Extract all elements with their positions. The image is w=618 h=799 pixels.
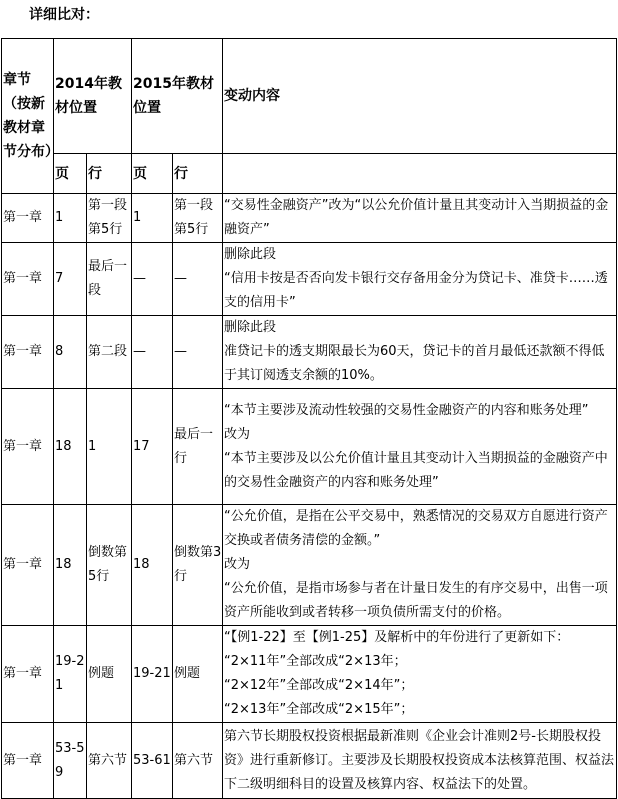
cell-page-2014: 19-21 bbox=[54, 626, 87, 723]
change-text: “2×13年”全部改成“2×15年”； bbox=[224, 702, 414, 717]
table-row bbox=[2, 505, 617, 626]
cell-line-2015: 第一段第5行 bbox=[173, 194, 223, 243]
cell-page-2014: 18 bbox=[54, 389, 87, 505]
page-heading: 详细比对： bbox=[29, 7, 99, 23]
cell-chapter: 第一章 bbox=[2, 505, 54, 626]
change-text: 改为 bbox=[224, 426, 251, 442]
cell-line-2015: 最后一行 bbox=[173, 389, 223, 505]
cell-chapter: 第一章 bbox=[2, 723, 54, 799]
cell-line-2014: 例题 bbox=[87, 626, 132, 723]
header-2015-page: 页 bbox=[132, 154, 173, 194]
change-text: “本节主要涉及流动性较强的交易性金融资产的内容和账务处理” bbox=[224, 402, 589, 418]
cell-change bbox=[223, 316, 617, 389]
change-text: 删除此段 bbox=[224, 320, 277, 335]
table-row bbox=[2, 316, 617, 389]
comparison-table bbox=[1, 38, 617, 799]
table-row bbox=[2, 626, 617, 723]
header-2014-position: 2014年教材位置 bbox=[54, 39, 132, 154]
change-text: 准贷记卡的透支期限最长为60天，贷记卡的首月最低还款额不得低于其订阅透支余额的10%。 bbox=[224, 344, 605, 383]
cell-page-2014: 7 bbox=[54, 243, 87, 316]
table-row bbox=[2, 723, 617, 799]
cell-page-2014: 8 bbox=[54, 316, 87, 389]
header-blank bbox=[223, 154, 617, 194]
cell-line-2015: — bbox=[173, 243, 223, 316]
cell-line-2015: 倒数第3行 bbox=[173, 505, 223, 626]
change-text: “本节主要涉及以公允价值计量且其变动计入当期损益的金融资产中的交易性金融资产的内容和账务处理” bbox=[224, 450, 608, 490]
header-2015-line: 行 bbox=[173, 154, 223, 194]
cell-line-2014: 第六节 bbox=[87, 723, 132, 799]
header-change-content: 变动内容 bbox=[223, 39, 617, 154]
cell-page-2015: 19-21 bbox=[132, 626, 173, 723]
cell-line-2014: 第二段 bbox=[87, 316, 132, 389]
cell-line-2014: 第一段第5行 bbox=[87, 194, 132, 243]
cell-chapter: 第一章 bbox=[2, 194, 54, 243]
cell-page-2014: 18 bbox=[54, 505, 87, 626]
change-text: “公允价值，是指市场参与者在计量日发生的有序交易中，出售一项资产所能收到或者转移一项负债所需支付的价格。 bbox=[224, 581, 608, 620]
change-text: “公允价值，是指在公平交易中，熟悉情况的交易双方自愿进行资产交换或者债务清偿的金额。” bbox=[224, 509, 608, 548]
cell-page-2015: 1 bbox=[132, 194, 173, 243]
cell-line-2014: 1 bbox=[87, 389, 132, 505]
change-text: “【例1-22】至【例1-25】及解析中的年份进行了更新如下： bbox=[224, 630, 570, 645]
change-text: 改为 bbox=[224, 557, 251, 572]
cell-page-2015: 17 bbox=[132, 389, 173, 505]
cell-page-2014: 1 bbox=[54, 194, 87, 243]
cell-chapter: 第一章 bbox=[2, 316, 54, 389]
cell-chapter: 第一章 bbox=[2, 243, 54, 316]
cell-line-2015: 例题 bbox=[173, 626, 223, 723]
cell-change bbox=[223, 194, 617, 243]
cell-line-2014: 倒数第5行 bbox=[87, 505, 132, 626]
cell-page-2015: 53-61 bbox=[132, 723, 173, 799]
header-2014-line: 行 bbox=[87, 154, 132, 194]
cell-change bbox=[223, 389, 617, 505]
change-text: “交易性金融资产”改为“以公允价值计量且其变动计入当期损益的金融资产” bbox=[224, 198, 609, 237]
change-text: 删除此段 bbox=[224, 247, 277, 262]
change-text: “信用卡按是否否向发卡银行交存备用金分为贷记卡、准贷卡……透支的信用卡” bbox=[224, 271, 608, 310]
table-row bbox=[2, 243, 617, 316]
cell-line-2015: — bbox=[173, 316, 223, 389]
cell-change bbox=[223, 243, 617, 316]
table-row bbox=[2, 194, 617, 243]
cell-change bbox=[223, 505, 617, 626]
change-text: 第六节长期股权投资根据最新准则《企业会计准则2号-长期股权投资》进行重新修订。主要涉及长期股权投资成本法核算范围、权益法下二级明细科目的设置及核算内容、权益法下的处置。 bbox=[224, 728, 615, 792]
header-2015-position: 2015年教材位置 bbox=[132, 39, 223, 154]
cell-chapter: 第一章 bbox=[2, 626, 54, 723]
cell-change bbox=[223, 723, 617, 799]
header-chapter: 章节（按新教材章节分布） bbox=[2, 39, 54, 194]
cell-page-2015: 18 bbox=[132, 505, 173, 626]
cell-line-2015: 第六节 bbox=[173, 723, 223, 799]
cell-page-2015: — bbox=[132, 243, 173, 316]
cell-page-2014: 53-59 bbox=[54, 723, 87, 799]
cell-chapter: 第一章 bbox=[2, 389, 54, 505]
change-text: “2×12年”全部改成“2×14年”； bbox=[224, 678, 414, 693]
cell-page-2015: — bbox=[132, 316, 173, 389]
header-2014-page: 页 bbox=[54, 154, 87, 194]
change-text: “2×11年”全部改成“2×13年； bbox=[224, 654, 407, 669]
table-row bbox=[2, 389, 617, 505]
cell-change bbox=[223, 626, 617, 723]
cell-line-2014: 最后一段 bbox=[87, 243, 132, 316]
